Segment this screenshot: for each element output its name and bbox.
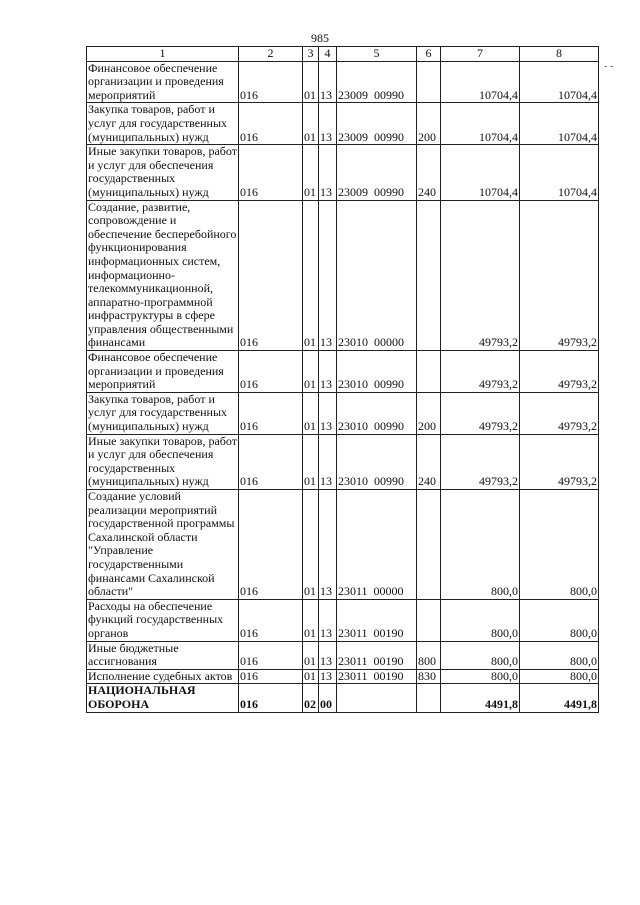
target-article-cell: 23010 00990 (337, 392, 417, 434)
header-cell: 8 (520, 47, 599, 62)
header-cell: 6 (417, 47, 441, 62)
header-cell: 1 (87, 47, 239, 62)
subsection-code-cell: 13 (319, 145, 337, 200)
target-article-cell: 23011 00190 (337, 641, 417, 669)
subsection-code-cell: 13 (319, 351, 337, 393)
table-row (87, 641, 599, 669)
subsection-code-cell: 13 (319, 200, 337, 351)
header-cell: 4 (319, 47, 337, 62)
amount-year1-cell: 800,0 (441, 669, 520, 684)
section-code-cell: 01 (303, 200, 319, 351)
ministry-code-cell: 016 (239, 351, 303, 393)
row-name-cell: Создание условий реализации мероприятий государственной программы Сахалинской области "Управление государственными финансами Сахалинской области" (87, 490, 239, 600)
ministry-code-cell: 016 (239, 61, 303, 103)
section-code-cell: 02 (303, 684, 319, 712)
ministry-code-cell: 016 (239, 103, 303, 145)
target-article-cell: 23011 00000 (337, 490, 417, 600)
section-code-cell: 01 (303, 669, 319, 684)
section-code-cell: 01 (303, 351, 319, 393)
expense-type-cell: 200 (417, 103, 441, 145)
row-name-cell: Закупка товаров, работ и услуг для государственных (муниципальных) нужд (87, 103, 239, 145)
expense-type-cell (417, 61, 441, 103)
target-article-cell: 23010 00000 (337, 200, 417, 351)
target-article-cell: 23009 00990 (337, 145, 417, 200)
table-row (87, 599, 599, 641)
ministry-code-cell: 016 (239, 669, 303, 684)
expense-type-cell (417, 490, 441, 600)
amount-year2-cell: 49793,2 (520, 434, 599, 489)
amount-year1-cell: 10704,4 (441, 61, 520, 103)
subsection-code-cell: 13 (319, 103, 337, 145)
amount-year1-cell: 49793,2 (441, 200, 520, 351)
subsection-code-cell: 13 (319, 599, 337, 641)
ministry-code-cell: 016 (239, 145, 303, 200)
table-row (87, 669, 599, 684)
ministry-code-cell: 016 (239, 392, 303, 434)
table-row (87, 684, 599, 712)
amount-year2-cell: 10704,4 (520, 145, 599, 200)
section-code-cell: 01 (303, 103, 319, 145)
target-article-cell: 23009 00990 (337, 103, 417, 145)
section-code-cell: 01 (303, 434, 319, 489)
ministry-code-cell: 016 (239, 599, 303, 641)
table-row (87, 145, 599, 200)
row-name-cell: Расходы на обеспечение функций государственных органов (87, 599, 239, 641)
table-header-row (87, 47, 599, 62)
target-article-cell: 23009 00990 (337, 61, 417, 103)
expense-type-cell: 240 (417, 145, 441, 200)
budget-table (86, 46, 599, 713)
row-name-cell: Закупка товаров, работ и услуг для государственных (муниципальных) нужд (87, 392, 239, 434)
amount-year2-cell: 10704,4 (520, 103, 599, 145)
amount-year1-cell: 49793,2 (441, 434, 520, 489)
ministry-code-cell: 016 (239, 434, 303, 489)
amount-year1-cell: 800,0 (441, 599, 520, 641)
table-row (87, 61, 599, 103)
header-cell: 7 (441, 47, 520, 62)
section-code-cell: 01 (303, 641, 319, 669)
ministry-code-cell: 016 (239, 200, 303, 351)
row-name-cell: Создание, развитие, сопровождение и обеспечение бесперебойного функционирования информационных систем, информационно-телекоммуникационной, аппаратно-программной инфраструктуры в сфере управления общественными финансами (87, 200, 239, 351)
section-code-cell: 01 (303, 145, 319, 200)
row-name-cell: Иные бюджетные ассигнования (87, 641, 239, 669)
expense-type-cell (417, 351, 441, 393)
row-name-cell: НАЦИОНАЛЬНАЯ ОБОРОНА (87, 684, 239, 712)
expense-type-cell: 240 (417, 434, 441, 489)
table-row (87, 490, 599, 600)
amount-year2-cell: 800,0 (520, 599, 599, 641)
ministry-code-cell: 016 (239, 490, 303, 600)
amount-year1-cell: 800,0 (441, 641, 520, 669)
amount-year2-cell: 800,0 (520, 490, 599, 600)
scan-mark: - - (604, 61, 614, 72)
expense-type-cell (417, 599, 441, 641)
row-name-cell: Финансовое обеспечение организации и проведения мероприятий (87, 351, 239, 393)
section-code-cell: 01 (303, 61, 319, 103)
section-code-cell: 01 (303, 490, 319, 600)
amount-year1-cell: 49793,2 (441, 392, 520, 434)
subsection-code-cell: 13 (319, 490, 337, 600)
row-name-cell: Финансовое обеспечение организации и проведения мероприятий (87, 61, 239, 103)
expense-type-cell (417, 684, 441, 712)
amount-year1-cell: 10704,4 (441, 145, 520, 200)
expense-type-cell: 830 (417, 669, 441, 684)
expense-type-cell (417, 200, 441, 351)
page-number: 985 (311, 31, 329, 45)
table-row (87, 434, 599, 489)
row-name-cell: Исполнение судебных актов (87, 669, 239, 684)
row-name-cell: Иные закупки товаров, работ и услуг для обеспечения государственных (муниципальных) нужд (88, 434, 237, 489)
table-row (87, 200, 599, 351)
ministry-code-cell: 016 (239, 641, 303, 669)
amount-year2-cell: 800,0 (520, 641, 599, 669)
section-code-cell: 01 (303, 599, 319, 641)
subsection-code-cell: 13 (319, 669, 337, 684)
ministry-code-cell: 016 (239, 684, 303, 712)
amount-year1-cell: 800,0 (441, 490, 520, 600)
amount-year2-cell: 4491,8 (520, 684, 599, 712)
subsection-code-cell: 13 (319, 434, 337, 489)
table-row (87, 103, 599, 145)
amount-year2-cell: 10704,4 (520, 61, 599, 103)
header-cell: 2 (239, 47, 303, 62)
amount-year2-cell: 49793,2 (520, 392, 599, 434)
amount-year1-cell: 4491,8 (441, 684, 520, 712)
row-name-cell: Иные закупки товаров, работ и услуг для обеспечения государственных (муниципальных) нужд (88, 144, 237, 199)
target-article-cell (337, 684, 417, 712)
amount-year2-cell: 800,0 (520, 669, 599, 684)
expense-type-cell: 200 (417, 392, 441, 434)
amount-year2-cell: 49793,2 (520, 351, 599, 393)
amount-year2-cell: 49793,2 (520, 200, 599, 351)
table-row (87, 351, 599, 393)
subsection-code-cell: 13 (319, 641, 337, 669)
target-article-cell: 23010 00990 (337, 434, 417, 489)
expense-type-cell: 800 (417, 641, 441, 669)
amount-year1-cell: 49793,2 (441, 351, 520, 393)
subsection-code-cell: 13 (319, 61, 337, 103)
subsection-code-cell: 00 (319, 684, 337, 712)
header-cell: 5 (337, 47, 417, 62)
target-article-cell: 23011 00190 (337, 599, 417, 641)
table-row (87, 392, 599, 434)
subsection-code-cell: 13 (319, 392, 337, 434)
section-code-cell: 01 (303, 392, 319, 434)
target-article-cell: 23010 00990 (337, 351, 417, 393)
amount-year1-cell: 10704,4 (441, 103, 520, 145)
header-cell: 3 (303, 47, 319, 62)
target-article-cell: 23011 00190 (337, 669, 417, 684)
